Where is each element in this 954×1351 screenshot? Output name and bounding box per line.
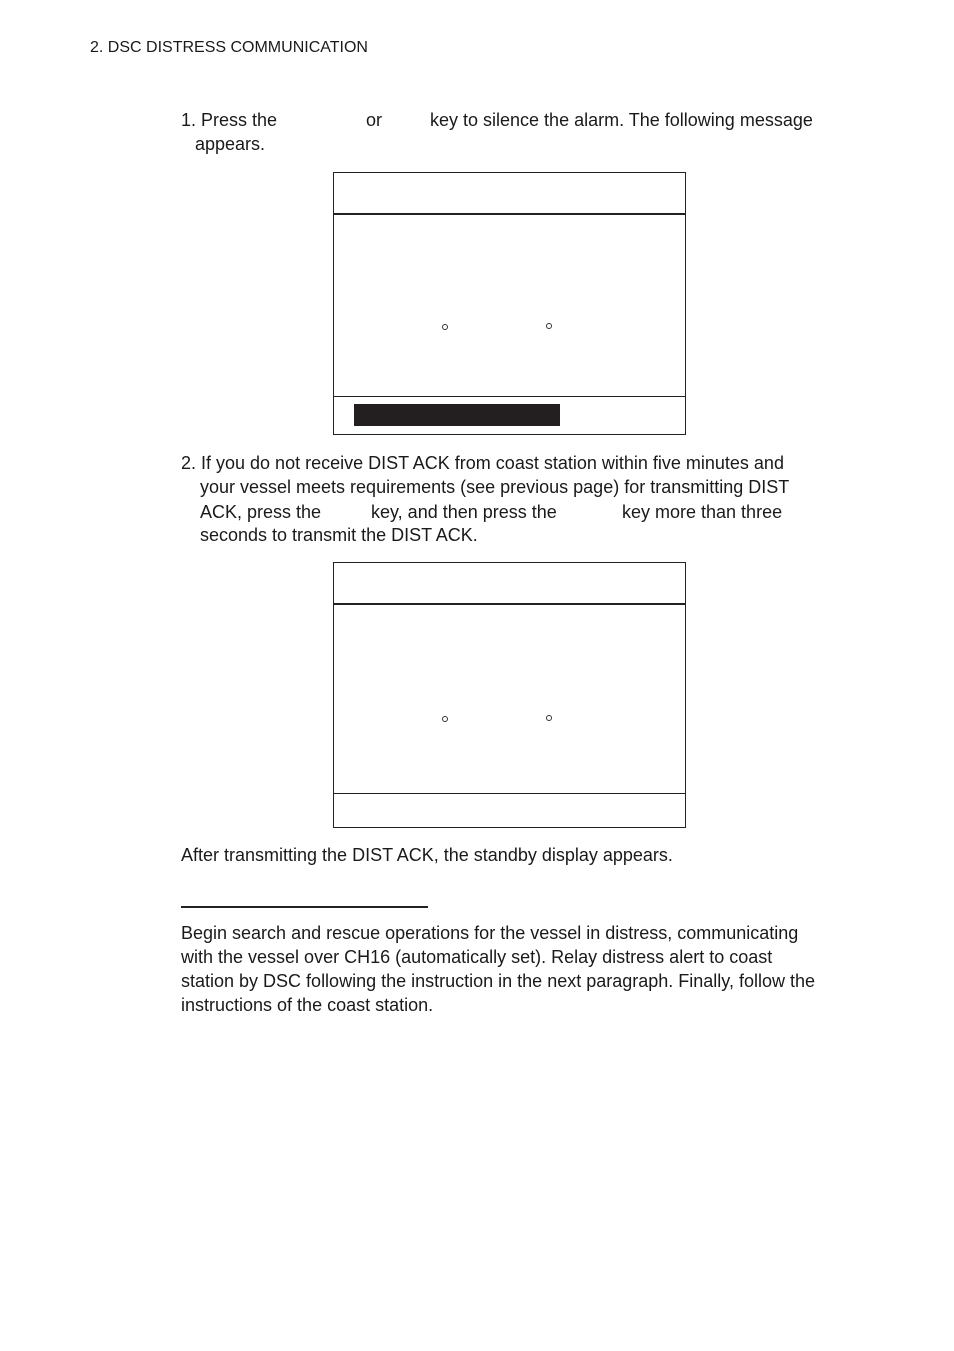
step2-text-line4: seconds to transmit the DIST ACK. — [200, 525, 478, 545]
longitude-degree-symbol — [546, 715, 552, 721]
longitude-degree-symbol — [546, 323, 552, 329]
step2-text-line2: your vessel meets requirements (see previous page) for transmitting DIST — [200, 477, 790, 497]
paragraph-line4: instructions of the coast station. — [181, 995, 434, 1015]
step1-text-c: key to silence the alarm. The following message — [430, 110, 813, 130]
step2-text-line3c: key more than three — [622, 502, 783, 522]
paragraph-line1: Begin search and rescue operations for the vessel in distress, communicating — [181, 923, 799, 943]
latitude-degree-symbol — [442, 324, 448, 330]
screen-title-divider — [334, 213, 685, 215]
screen-footer-divider — [334, 793, 685, 794]
step2-text-line3a: ACK, press the — [200, 502, 322, 522]
screen-figure-alarm-silenced — [333, 172, 686, 435]
section-heading-rule — [181, 906, 428, 908]
section-header: 2. DSC DISTRESS COMMUNICATION — [90, 39, 368, 56]
paragraph-line3: station by DSC following the instruction in the next paragraph. Finally, follow the — [181, 971, 815, 991]
step1-text-b: or — [366, 110, 383, 130]
step1-text-line2: appears. — [195, 134, 266, 154]
highlighted-softkey-bar — [354, 404, 560, 426]
latitude-degree-symbol — [442, 716, 448, 722]
step2-text-line3b: key, and then press the — [371, 502, 557, 522]
step2-text-line1: 2. If you do not receive DIST ACK from coast station within five minutes and — [181, 453, 784, 473]
screen-figure-dist-ack — [333, 562, 686, 828]
after-transmit-text: After transmitting the DIST ACK, the standby display appears. — [181, 845, 673, 865]
step1-text-a: 1. Press the — [181, 110, 278, 130]
screen-title-divider — [334, 603, 685, 605]
screen-footer-divider — [334, 396, 685, 397]
paragraph-line2: with the vessel over CH16 (automatically set). Relay distress alert to coast — [181, 947, 773, 967]
